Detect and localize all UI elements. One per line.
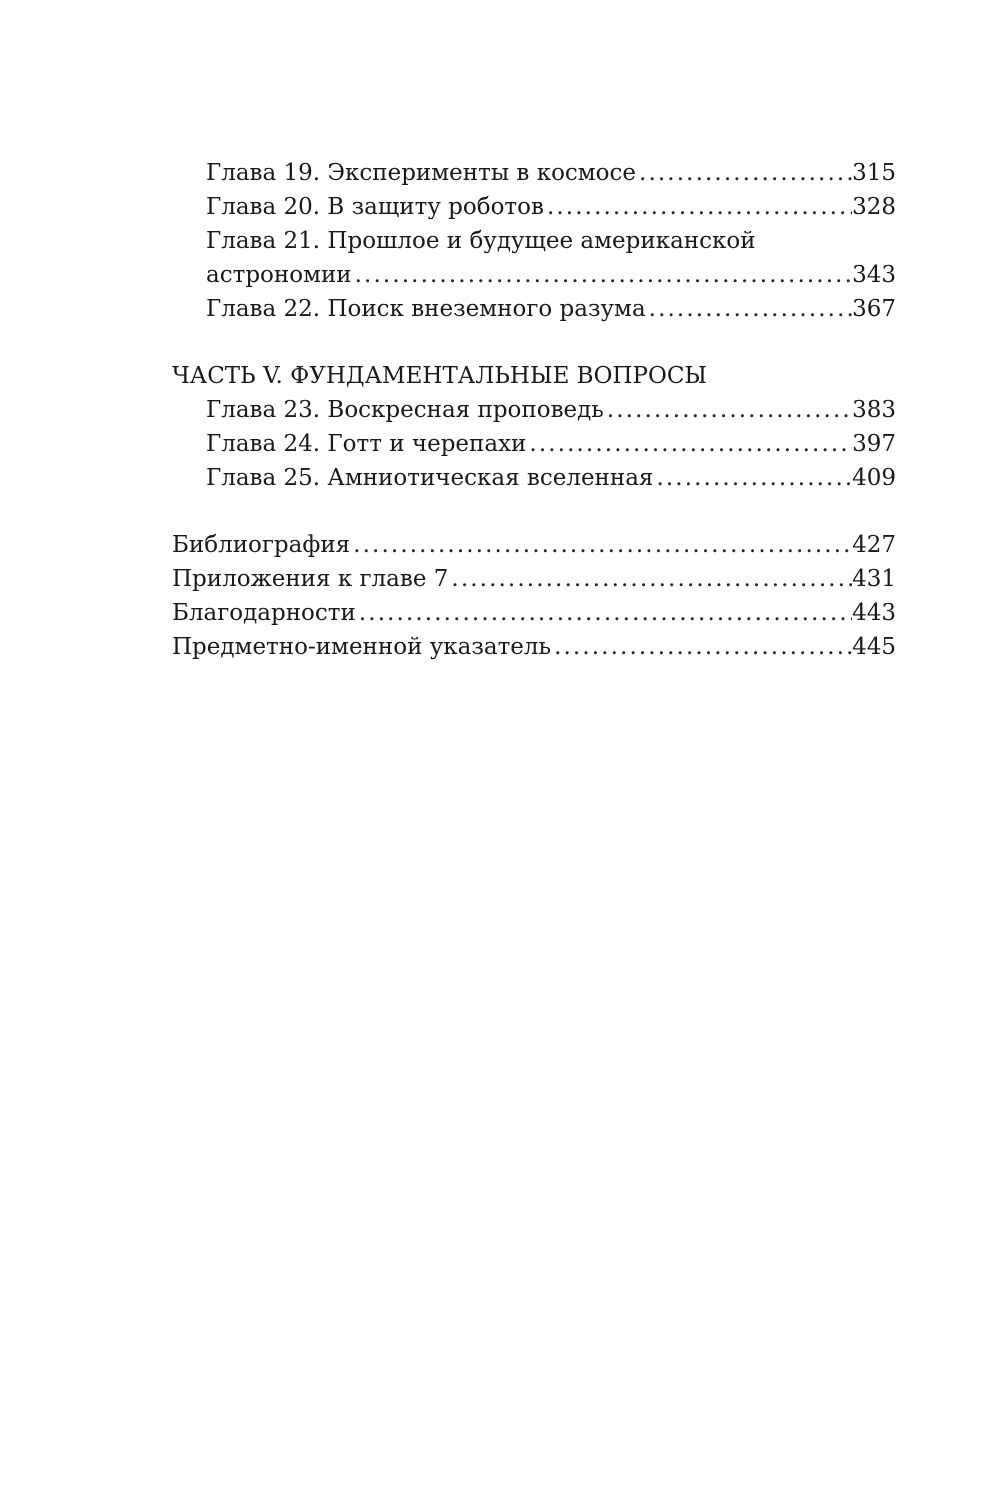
toc-entry[interactable]: [172, 562, 896, 596]
toc-entry-page: 409: [852, 465, 896, 491]
toc-entry[interactable]: [172, 596, 896, 630]
toc-entry-page: 443: [852, 600, 896, 626]
part-group: [172, 359, 896, 495]
toc-entry[interactable]: [172, 461, 896, 495]
dot-leader: [353, 528, 852, 562]
toc-entry-page: 383: [852, 397, 896, 423]
toc-entry-page: 397: [852, 431, 896, 457]
toc-entry-title: Глава 22. Поиск внеземного разума: [206, 296, 646, 322]
part-heading-title: ЧАСТЬ V. ФУНДАМЕНТАЛЬНЫЕ ВОПРОСЫ: [172, 363, 708, 389]
toc-entry[interactable]: [172, 156, 896, 190]
toc-entry[interactable]: [172, 393, 896, 427]
toc-entry-page: 431: [852, 566, 896, 592]
dot-leader: [359, 596, 852, 630]
toc-entry-first-line[interactable]: [172, 224, 896, 258]
toc-entry-title: Предметно-именной указатель: [172, 634, 552, 660]
dot-leader: [607, 393, 852, 427]
toc-entry[interactable]: [172, 292, 896, 326]
dot-leader: [355, 258, 852, 292]
toc-entry[interactable]: [172, 427, 896, 461]
toc-entry-title: Глава 19. Эксперименты в космосе: [206, 160, 637, 186]
part-heading[interactable]: [172, 359, 896, 393]
toc-entry-title: Библиография: [172, 532, 351, 558]
chapters-group: [172, 156, 896, 326]
toc-entry[interactable]: [172, 258, 896, 292]
dot-leader: [656, 461, 852, 495]
dot-leader: [547, 190, 852, 224]
toc-entry-title: Глава 20. В защиту роботов: [206, 194, 544, 220]
toc-entry-page: 315: [852, 160, 896, 186]
toc-entry-page: 427: [852, 532, 896, 558]
toc-entry-title: Глава 24. Готт и черепахи: [206, 431, 527, 457]
toc-entry-page: 343: [852, 262, 896, 288]
dot-leader: [451, 562, 852, 596]
toc-entry-title: Глава 23. Воскресная проповедь: [206, 397, 604, 423]
dot-leader: [554, 630, 852, 664]
table-of-contents: [172, 156, 896, 664]
toc-entry-page: 328: [852, 194, 896, 220]
dot-leader: [649, 292, 852, 326]
toc-entry[interactable]: [172, 630, 896, 664]
toc-entry-page: 445: [852, 634, 896, 660]
dot-leader: [639, 156, 852, 190]
toc-entry-page: 367: [852, 296, 896, 322]
toc-entry[interactable]: [172, 528, 896, 562]
toc-entry-title: Приложения к главе 7: [172, 566, 449, 592]
toc-entry[interactable]: [172, 190, 896, 224]
dot-leader: [529, 427, 852, 461]
toc-entry-title: Глава 21. Прошлое и будущее американской: [206, 228, 756, 254]
toc-entry-title: Глава 25. Амниотическая вселенная: [206, 465, 654, 491]
toc-entry-title: астрономии: [206, 262, 352, 288]
back-matter-group: [172, 528, 896, 664]
toc-entry-title: Благодарности: [172, 600, 356, 626]
